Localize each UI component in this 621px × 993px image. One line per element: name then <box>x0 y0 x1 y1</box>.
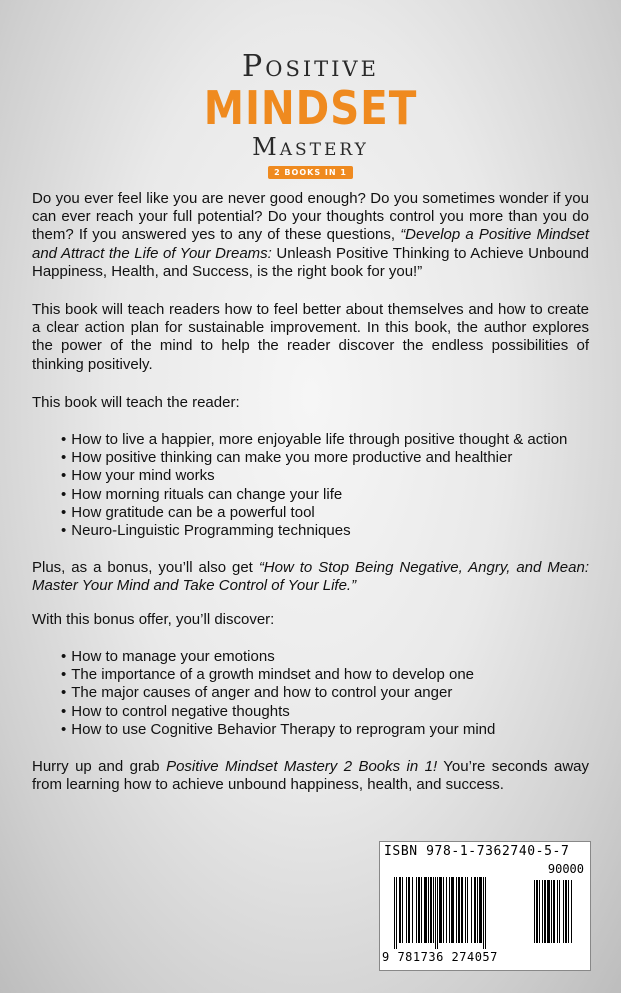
list-item: • How your mind works <box>61 467 567 485</box>
title-mastery: Mastery <box>252 133 369 161</box>
isbn-text: ISBN 978-1-7362740-5-7 <box>384 844 570 859</box>
list-item: • How to use Cognitive Behavior Therapy to reprogram your mind <box>61 721 495 739</box>
barcode-bars-icon <box>394 877 530 949</box>
paragraph-discover-intro: With this bonus offer, you’ll discover: <box>32 611 275 628</box>
discover-list <box>61 648 495 739</box>
paragraph-cta <box>32 758 589 794</box>
title-positive: Positive <box>242 49 379 84</box>
paragraph-about: This book will teach readers how to feel better about themselves and how to create a clear action plan for sustainable improvement. In this book, the author explores the power of the mind to help the reader discover the endless possibilities of thinking positively. <box>32 301 589 373</box>
book-title <box>0 50 621 180</box>
title-mindset: MINDSET <box>203 81 418 135</box>
bonus-text: Plus, as a bonus, you’ll also get <box>32 559 259 576</box>
cta-text: Hurry up and grab <box>32 758 167 775</box>
list-item: • How positive thinking can make you more productive and healthier <box>61 449 567 467</box>
barcode-addon-bars-icon <box>534 880 584 949</box>
paragraph-intro <box>32 190 589 281</box>
list-item: • How to control negative thoughts <box>61 703 495 721</box>
intro-text-end: Unleash Positive Thinking to Achieve Unbound Happiness, Health, and Success, is the right book for you!” <box>32 244 589 280</box>
teach-list <box>61 431 567 540</box>
list-item: • The importance of a growth mindset and how to develop one <box>61 666 495 684</box>
paragraph-teach-intro: This book will teach the reader: <box>32 394 240 411</box>
ean-digits: 9 781736 274057 <box>382 950 498 964</box>
list-item: • How gratitude can be a powerful tool <box>61 504 567 522</box>
paragraph-bonus <box>32 559 589 595</box>
books-badge: 2 BOOKS IN 1 <box>268 166 353 179</box>
cta-text-end: You’re seconds away from learning how to achieve unbound happiness, health, and success. <box>32 758 589 794</box>
barcode-addon-number: 90000 <box>547 862 584 876</box>
intro-italic-title: “Develop a Positive Mindset and Attract the Life of Your Dreams: <box>32 226 589 262</box>
list-item: • How morning rituals can change your life <box>61 486 567 504</box>
list-item: • Neuro-Linguistic Programming techniques <box>61 522 567 540</box>
list-item: • How to live a happier, more enjoyable life through positive thought & action <box>61 431 567 449</box>
bonus-italic-title: “How to Stop Being Negative, Angry, and Mean: Master Your Mind and Take Control of Your Life.” <box>32 559 589 595</box>
list-item: • The major causes of anger and how to control your anger <box>61 684 495 702</box>
intro-text: Do you ever feel like you are never good enough? Do you sometimes wonder if you can ever reach your full potential? Do your thoughts control you more than you do them? If you answered yes to any of these questions, <box>32 190 589 244</box>
list-item: • How to manage your emotions <box>61 648 495 666</box>
cta-italic-title: Positive Mindset Mastery 2 Books in 1! <box>166 758 438 775</box>
isbn-barcode <box>379 841 591 971</box>
